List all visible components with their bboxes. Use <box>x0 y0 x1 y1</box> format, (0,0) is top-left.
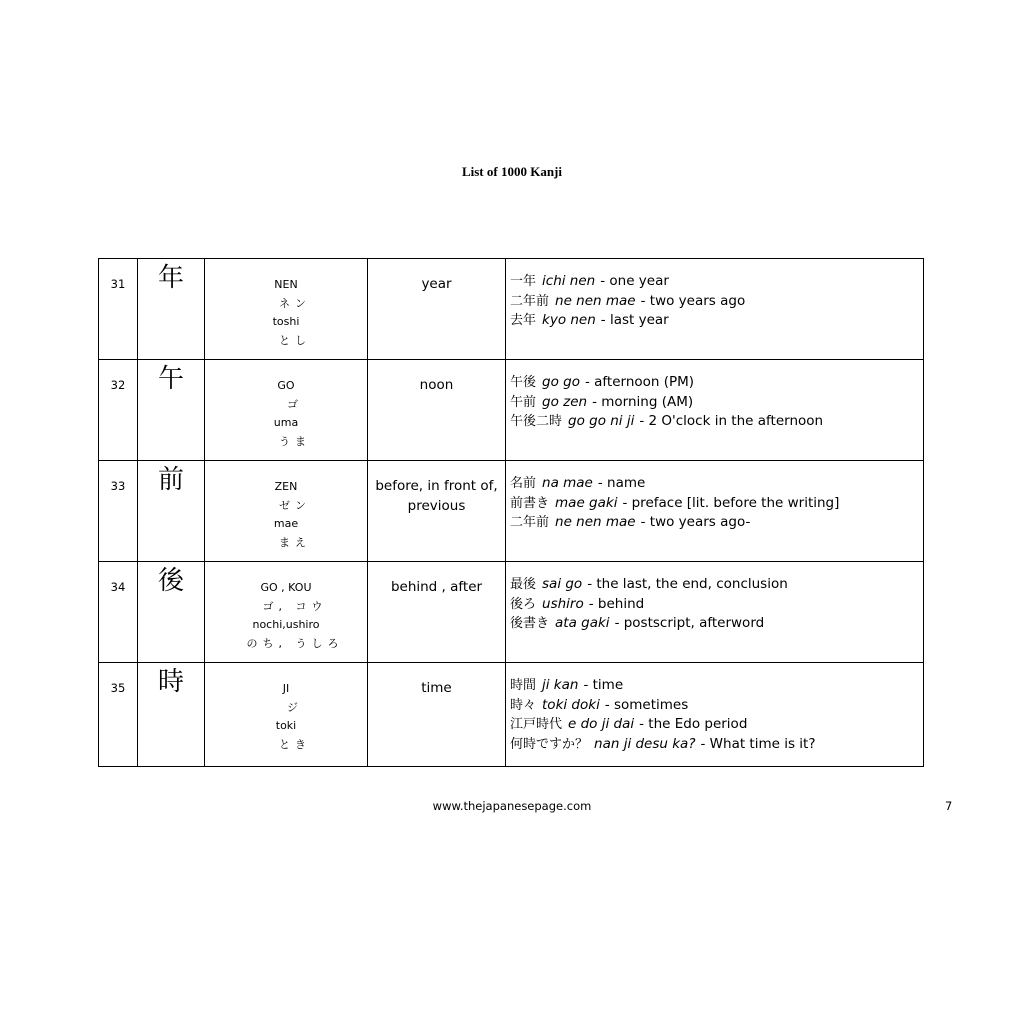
kun-reading-hiragana: まえ <box>279 535 311 549</box>
example-line <box>510 696 923 716</box>
examples-cell <box>506 259 924 360</box>
example-line <box>510 412 923 432</box>
example-romaji: ata gaki <box>555 615 610 631</box>
example-translation: - postscript, afterword <box>614 615 765 631</box>
example-line <box>510 292 923 312</box>
example-romaji: nan ji desu ka? <box>594 735 696 752</box>
example-romaji: sai go <box>542 576 583 592</box>
readings-cell <box>205 461 368 562</box>
kun-reading-hiragana: とし <box>279 333 311 347</box>
readings-cell <box>205 562 368 663</box>
kun-reading-hiragana: とき <box>279 737 311 751</box>
document-title: List of 1000 Kanji <box>461 164 563 179</box>
kanji-row <box>99 562 924 663</box>
examples-cell <box>506 461 924 562</box>
on-reading-romaji: GO , KOU <box>260 581 312 594</box>
example-translation: - two years ago- <box>640 514 751 530</box>
page-number: 7 <box>945 799 953 813</box>
example-japanese: 午前 <box>510 394 537 410</box>
example-translation: - 2 O'clock in the afternoon <box>639 413 824 429</box>
on-reading-romaji: GO <box>277 379 295 392</box>
kanji-row <box>99 461 924 562</box>
example-translation: - What time is it? <box>700 735 816 752</box>
example-line <box>510 595 923 615</box>
example-line <box>510 474 923 494</box>
example-japanese: 一年 <box>510 274 537 289</box>
example-japanese: 午後二時 <box>510 414 563 429</box>
example-line <box>510 393 923 413</box>
readings-cell <box>205 259 368 360</box>
example-line <box>510 735 923 755</box>
example-japanese: 時間 <box>510 678 537 693</box>
example-line <box>510 676 923 696</box>
example-romaji: go go ni ji <box>568 413 635 429</box>
kanji-number: 35 <box>99 663 138 767</box>
kanji-character: 前 <box>138 461 205 562</box>
example-romaji: na mae <box>542 475 593 491</box>
on-reading-katakana: ゴ, コウ <box>262 599 328 613</box>
meaning: noon <box>368 360 506 461</box>
kun-reading-hiragana: うま <box>279 434 311 448</box>
example-romaji: ushiro <box>542 595 584 612</box>
kanji-number: 31 <box>99 259 138 360</box>
example-line <box>510 614 923 634</box>
example-line <box>510 311 923 331</box>
kanji-number: 32 <box>99 360 138 461</box>
example-translation: - time <box>583 677 624 693</box>
example-japanese: 何時ですか？ <box>510 736 589 752</box>
meaning: year <box>368 259 506 360</box>
kun-reading-hiragana: のち, うしろ <box>246 636 344 650</box>
example-romaji: e do ji dai <box>568 716 635 732</box>
example-translation: - the Edo period <box>639 716 748 732</box>
example-line <box>510 513 923 533</box>
kanji-character: 年 <box>138 259 205 360</box>
example-japanese: 去年 <box>510 313 537 328</box>
kanji-row <box>99 360 924 461</box>
example-translation: - one year <box>600 273 669 289</box>
kanji-character: 後 <box>138 562 205 663</box>
example-japanese: 江戸時代 <box>510 717 563 732</box>
example-japanese: 後書き <box>510 616 550 631</box>
example-japanese: 午後 <box>510 375 537 390</box>
example-translation: - two years ago <box>640 292 746 309</box>
on-reading-katakana: ジ <box>287 700 303 714</box>
example-japanese: 二年前 <box>510 515 550 530</box>
example-translation: - preface [lit. before the writing] <box>622 494 840 511</box>
kanji-character: 午 <box>138 360 205 461</box>
example-translation: - last year <box>600 312 669 328</box>
on-reading-katakana: ゴ <box>287 397 303 411</box>
example-translation: - name <box>597 475 646 491</box>
example-romaji: mae gaki <box>555 494 618 511</box>
kun-reading-romaji: toki <box>275 719 297 732</box>
on-reading-romaji: JI <box>282 682 290 695</box>
on-reading-katakana: ゼン <box>279 498 311 512</box>
example-line <box>510 715 923 735</box>
example-line <box>510 575 923 595</box>
example-romaji: go go <box>542 374 580 390</box>
example-japanese: 二年前 <box>510 293 550 309</box>
kanji-character: 時 <box>138 663 205 767</box>
on-reading-katakana: ネン <box>279 296 311 310</box>
example-japanese: 名前 <box>510 476 537 491</box>
readings-cell <box>205 663 368 767</box>
example-romaji: go zen <box>542 393 588 410</box>
example-romaji: kyo nen <box>542 312 596 328</box>
example-japanese: 後ろ <box>510 596 537 612</box>
example-romaji: ji kan <box>542 677 579 693</box>
example-translation: - sometimes <box>604 696 689 713</box>
kanji-table-body <box>99 259 924 767</box>
kanji-number: 34 <box>99 562 138 663</box>
example-japanese: 最後 <box>510 577 537 592</box>
examples-cell <box>506 562 924 663</box>
example-translation: - behind <box>588 595 645 612</box>
kun-reading-romaji: mae <box>273 517 299 530</box>
kanji-row <box>99 663 924 767</box>
meaning: behind , after <box>368 562 506 663</box>
example-translation: - morning (AM) <box>592 393 694 410</box>
example-line <box>510 272 923 292</box>
kun-reading-romaji: uma <box>273 416 299 429</box>
example-line <box>510 494 923 514</box>
readings-cell <box>205 360 368 461</box>
on-reading-romaji: ZEN <box>274 480 298 493</box>
example-japanese: 前書き <box>510 495 550 511</box>
examples-cell <box>506 663 924 767</box>
examples-cell <box>506 360 924 461</box>
kanji-number: 33 <box>99 461 138 562</box>
kanji-table <box>98 258 924 767</box>
example-line <box>510 373 923 393</box>
example-japanese: 時々 <box>510 697 537 713</box>
example-romaji: ne nen mae <box>555 514 636 530</box>
meaning: time <box>368 663 506 767</box>
kun-reading-romaji: toshi <box>272 315 300 328</box>
on-reading-romaji: NEN <box>274 278 298 291</box>
example-translation: - the last, the end, conclusion <box>587 576 788 592</box>
kanji-row <box>99 259 924 360</box>
example-romaji: ichi nen <box>542 273 596 289</box>
example-romaji: toki doki <box>542 696 600 713</box>
kun-reading-romaji: nochi,ushiro <box>252 618 320 631</box>
example-translation: - afternoon (PM) <box>584 374 695 390</box>
meaning: before, in front of, previous <box>368 461 506 562</box>
footer-url-link[interactable]: www.thejapanesepage.com <box>432 799 592 813</box>
example-romaji: ne nen mae <box>555 292 636 309</box>
